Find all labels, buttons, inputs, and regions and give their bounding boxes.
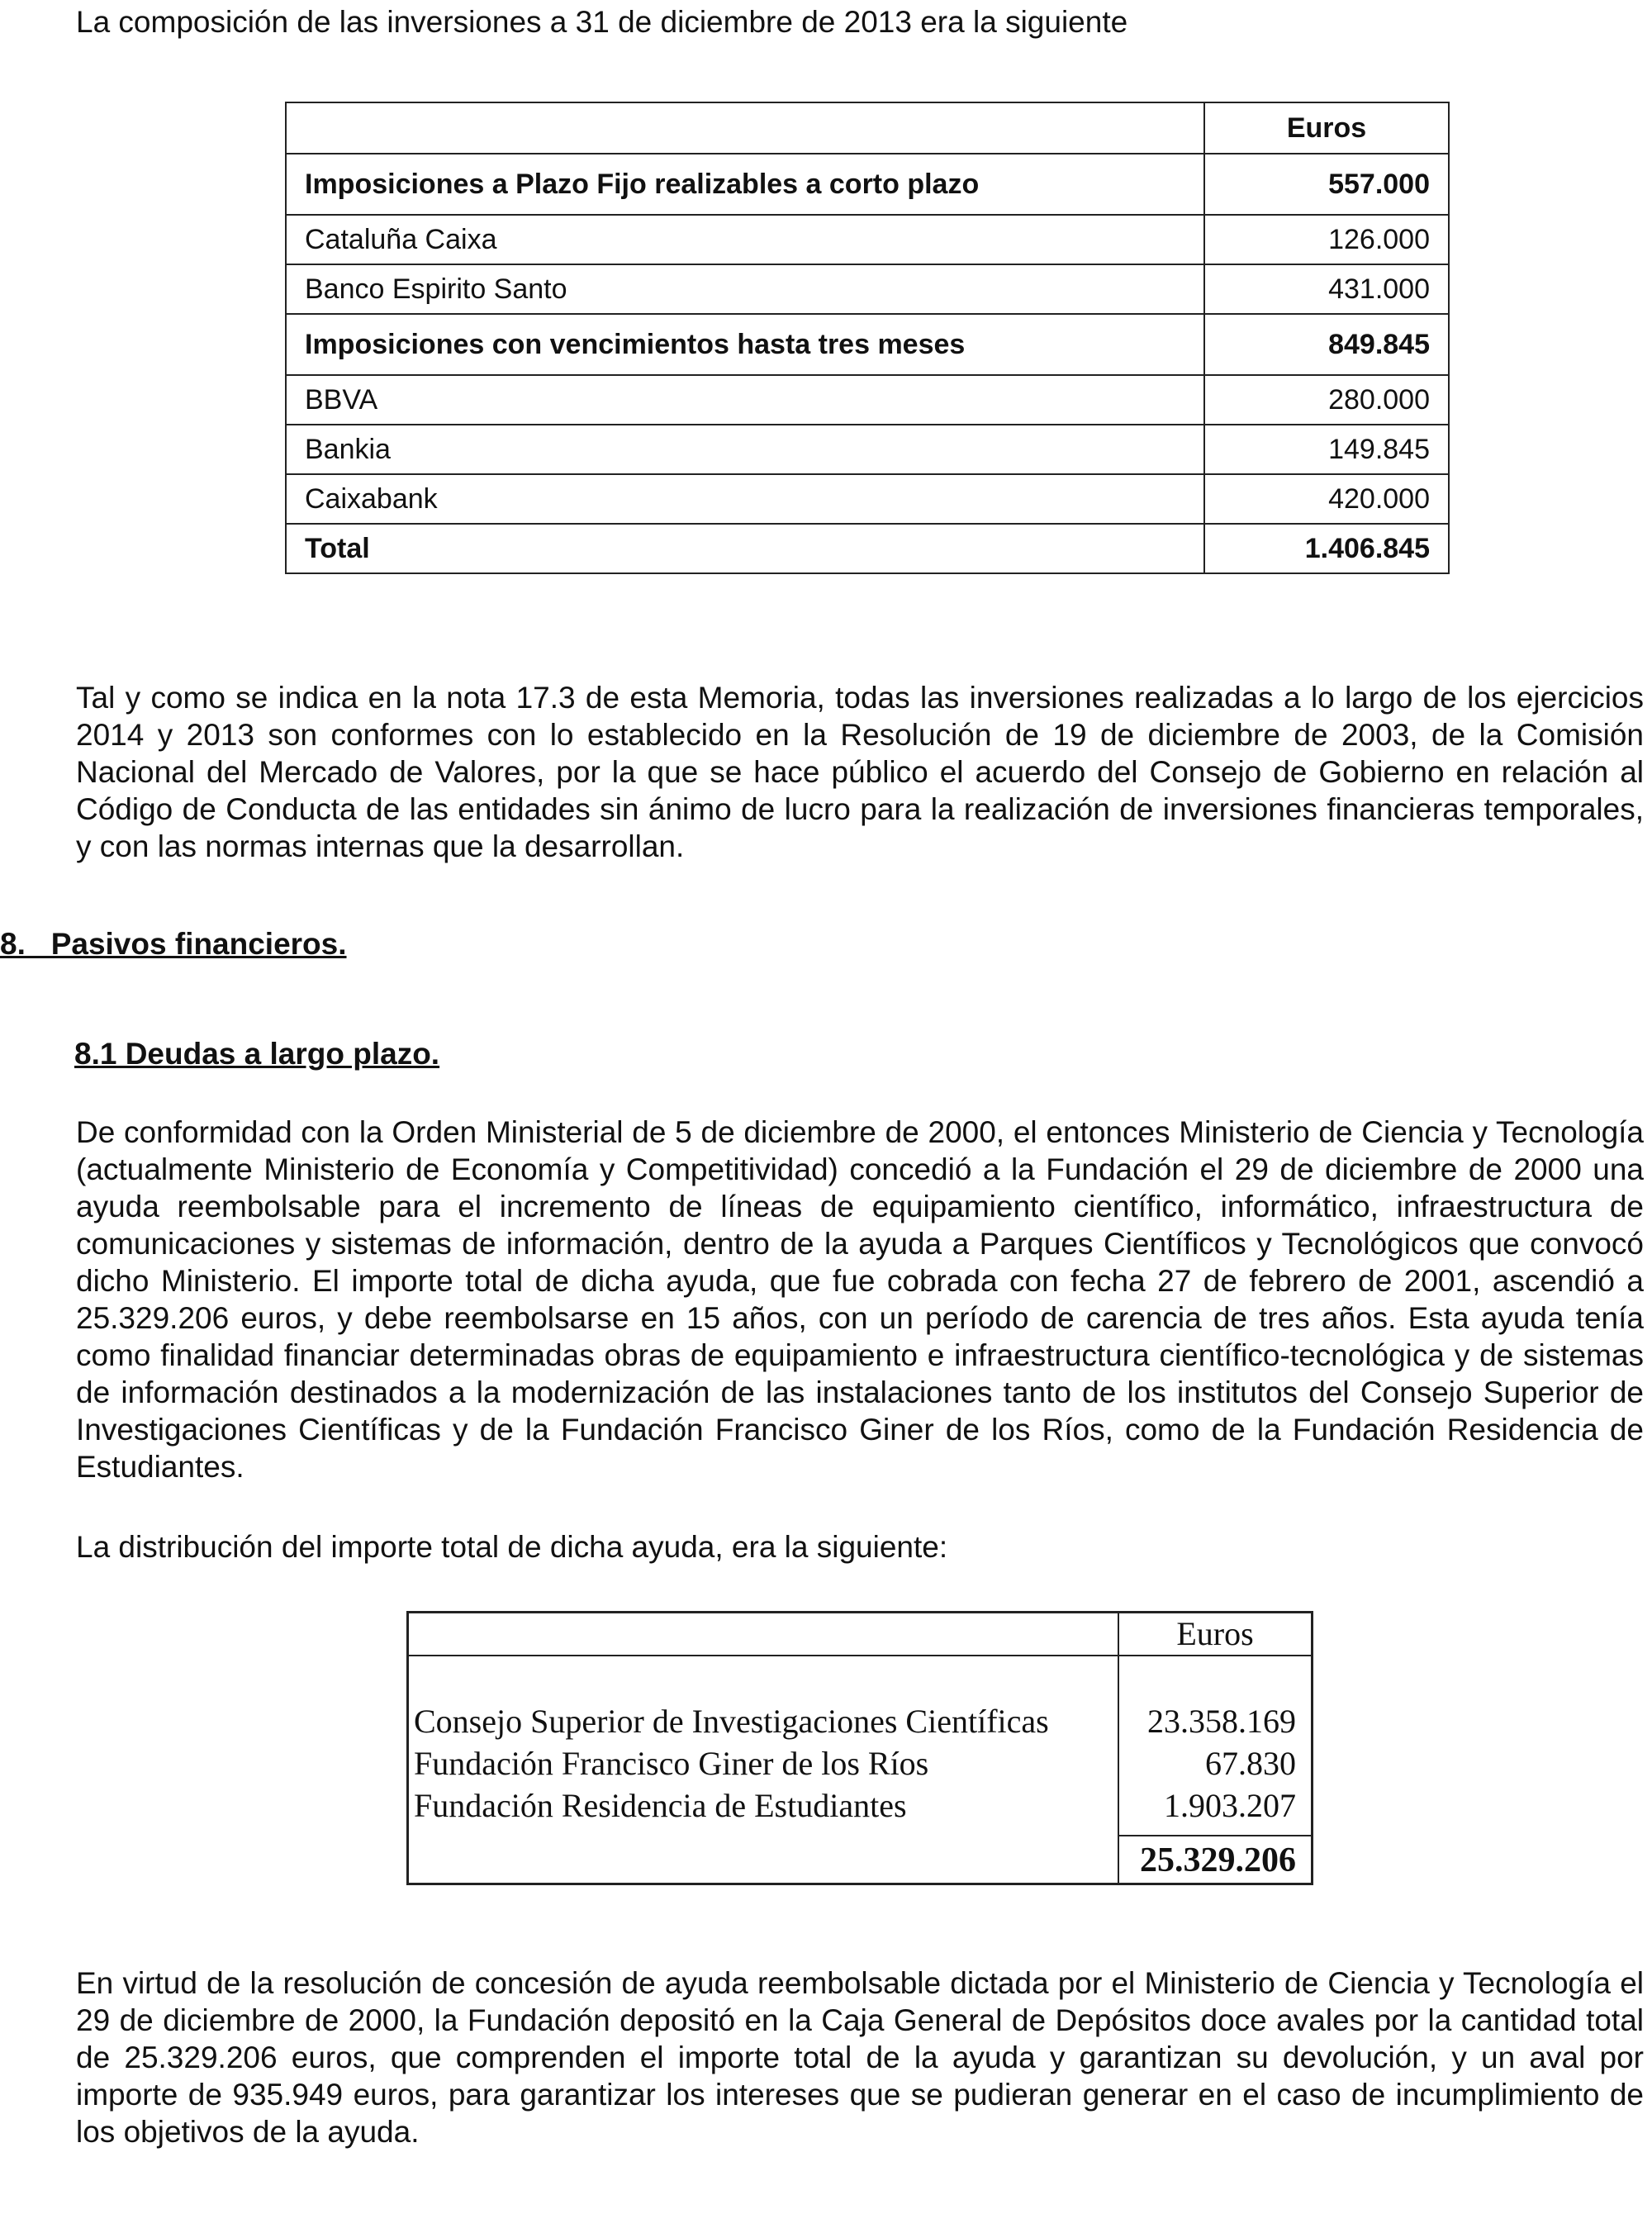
table-row (286, 215, 1449, 264)
row-label: Cataluña Caixa (286, 215, 1204, 264)
distribution-row-value: 67.830 (1205, 1745, 1296, 1782)
investments-table (285, 102, 1450, 574)
paragraph-guarantees: En virtud de la resolución de concesión de ayuda reembolsable dictada por el Ministerio de Ciencia y Tecnología el 29 de diciembre de 2000, la Fundación depositó en la Caja General de Depósitos doce avales por la cantidad total de 25.329.206 euros, que comprenden el importe total de la ayuda y garantizan su devolución, y un aval por importe de 935.949 euros, para garantizar los intereses que se pudieran generar en el caso de incumplimiento de los objetivos de la ayuda. (76, 1966, 1644, 2149)
distribution-row-value: 23.358.169 (1147, 1703, 1296, 1740)
section-heading-8-1: 8.1 Deudas a largo plazo. (74, 1037, 440, 1071)
table-header-empty-cell (286, 102, 1204, 154)
row-value: 1.406.845 (1204, 524, 1449, 573)
row-label: Imposiciones a Plazo Fijo realizables a corto plazo (286, 154, 1204, 215)
table-header-euros: Euros (1204, 102, 1449, 154)
table-row (286, 375, 1449, 425)
distribution-row-label: Consejo Superior de Investigaciones Científicas (414, 1703, 1049, 1740)
table-row (286, 314, 1449, 375)
paragraph-long-term-debt: De conformidad con la Orden Ministerial de 5 de diciembre de 2000, el entonces Ministerio de Ciencia y Tecnología (actualmente Ministerio de Economía y Competitividad) concedió a la Fundación el 29 de diciembre de 2000 una ayuda reembolsable para el incremento de líneas de equipamiento científico, informático, infraestructura de comunicaciones y sistemas de información, dentro de la ayuda a Parques Científicos y Tecnológicos que convocó dicho Ministerio. El importe total de dicha ayuda, que fue cobrada con fecha 27 de febrero de 2001, ascendió a 25.329.206 euros, y debe reembolsarse en 15 años, con un período de carencia de tres años. Esta ayuda tenía como finalidad financiar determinadas obras de equipamiento e infraestructura científico-tecnológica y de sistemas de información destinados a la modernización de las instalaciones tanto de los institutos del Consejo Superior de Investigaciones Científicas y de la Fundación Francisco Giner de los Ríos, como de la Fundación Residencia de Estudiantes. (76, 1115, 1644, 1484)
distribution-total: 25.329.206 (1140, 1841, 1296, 1879)
row-label: Caixabank (286, 474, 1204, 524)
paragraph-investments-note: Tal y como se indica en la nota 17.3 de esta Memoria, todas las inversiones realizadas a lo largo de los ejercicios 2014 y 2013 son conformes con lo establecido en la Resolución de 19 de diciembre de 2003, de la Comisión Nacional del Mercado de Valores, por la que se hace público el acuerdo del Consejo de Gobierno en relación al Código de Conducta de las entidades sin ánimo de lucro para la realización de inversiones financieras temporales, y con las normas internas que la desarrollan. (76, 681, 1644, 863)
distribution-row-value: 1.903.207 (1164, 1787, 1296, 1824)
table-row (286, 474, 1449, 524)
row-value: 149.845 (1204, 425, 1449, 474)
table-row (286, 264, 1449, 314)
row-label: Total (286, 524, 1204, 573)
row-label: Bankia (286, 425, 1204, 474)
table-header-row (286, 102, 1449, 154)
row-value: 431.000 (1204, 264, 1449, 314)
table-total-row (286, 524, 1449, 573)
row-value: 557.000 (1204, 154, 1449, 215)
row-label: Imposiciones con vencimientos hasta tres meses (286, 314, 1204, 375)
section-heading-8: 8. Pasivos financieros. (0, 927, 347, 961)
distribution-row-label: Fundación Residencia de Estudiantes (414, 1787, 907, 1824)
table-row (286, 425, 1449, 474)
row-value: 126.000 (1204, 215, 1449, 264)
distribution-row-label: Fundación Francisco Giner de los Ríos (414, 1745, 929, 1782)
distribution-header-euros: Euros (1176, 1615, 1254, 1652)
header-divider (409, 1655, 1311, 1656)
row-label: BBVA (286, 375, 1204, 425)
paragraph-distribution-intro: La distribución del importe total de dicha ayuda, era la siguiente: (76, 1530, 948, 1564)
table-row (286, 154, 1449, 215)
distribution-table (406, 1611, 1313, 1885)
row-label: Banco Espirito Santo (286, 264, 1204, 314)
intro-text: La composición de las inversiones a 31 de diciembre de 2013 era la siguiente (76, 5, 1128, 39)
row-value: 420.000 (1204, 474, 1449, 524)
total-divider (1118, 1835, 1311, 1836)
row-value: 849.845 (1204, 314, 1449, 375)
row-value: 280.000 (1204, 375, 1449, 425)
